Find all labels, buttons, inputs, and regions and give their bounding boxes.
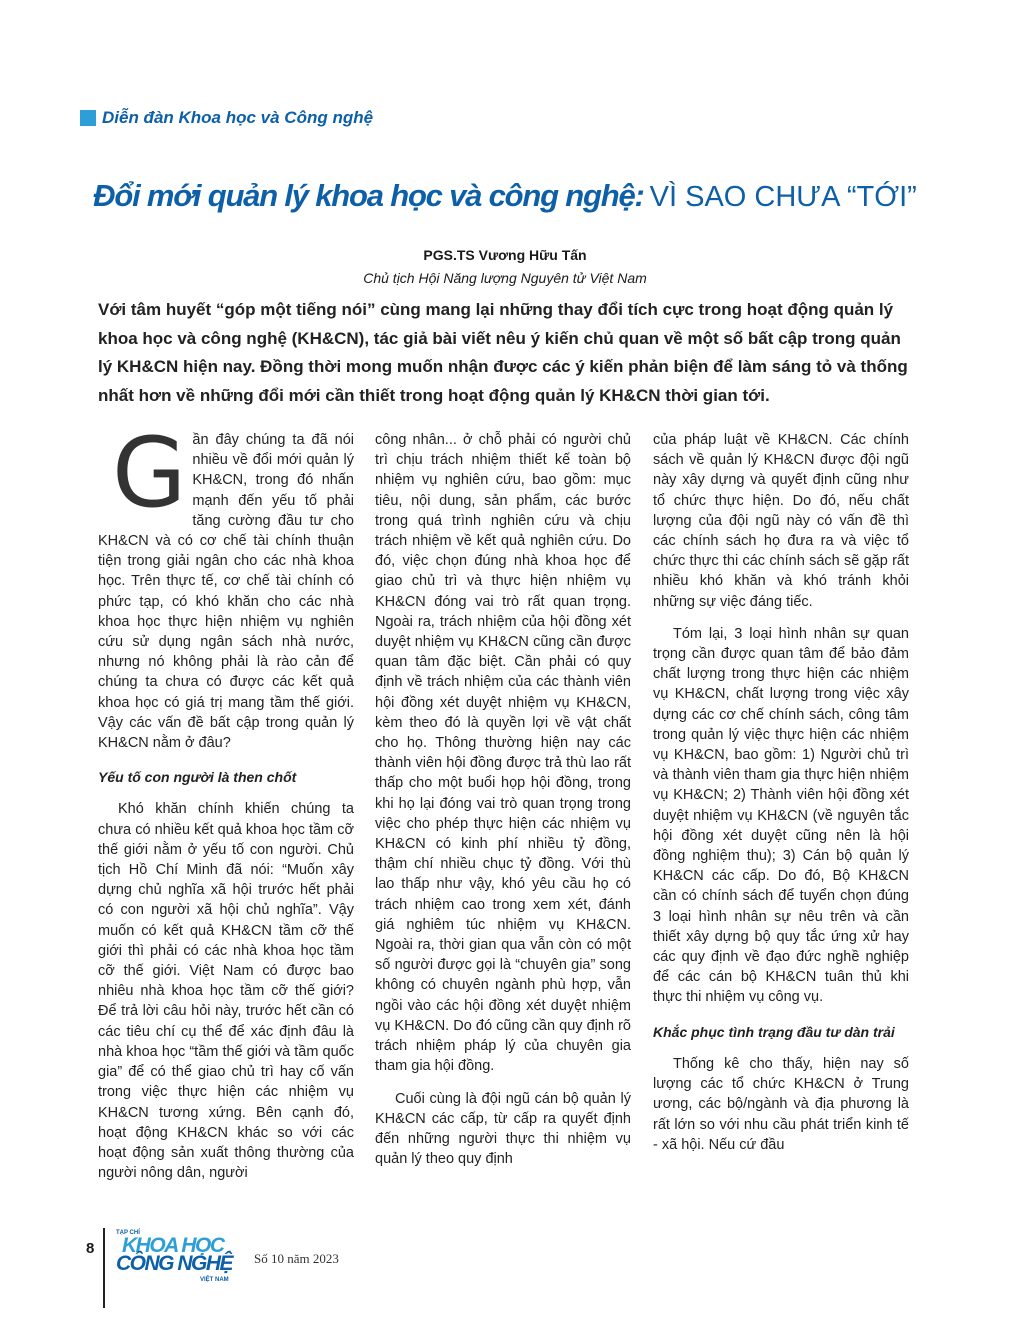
- article-title-main: Đổi mới quản lý khoa học và công nghệ:: [93, 178, 644, 213]
- issue-label: Số 10 năm 2023: [254, 1251, 339, 1266]
- column1-paragraph-1-text: ần đây chúng ta đã nói nhiều về đổi mới quản lý KH&CN, trong đó nhấn mạnh đến yếu tố phải tăng cường đầu tư cho KH&CN và có cơ chế tài chính thuận tiện trong giải ngân cho các nhà khoa học. Trên thực tế, cơ chế tài chính có phức tạp, có khó khăn cho các nhà khoa học thực hiện nhiệm vụ nghiên cứu sử dụng ngân sách nhà nước, nhưng nó không phải là rào cản để chúng ta chưa có được các kết quả khoa học có giá trị mang tầm thế giới. Vậy các vấn đề bất cập trong quản lý KH&CN nằm ở đâu?: [98, 432, 354, 752]
- article-lead: Với tâm huyết “góp một tiếng nói” cùng mang lại những thay đổi tích cực trong hoạt động quản lý khoa học và công nghệ (KH&CN), tác giả bài viết nêu ý kiến chủ quan về một số bất cập trong quản lý KH&CN hiện nay. Đồng thời mong muốn nhận được các ý kiến phản biện để làm sáng tỏ và thống nhất hơn về những đổi mới cần thiết trong hoạt động quản lý KH&CN thời gian tới.: [98, 300, 908, 405]
- section-label: Diễn đàn Khoa học và Công nghệ: [102, 108, 374, 127]
- column2-paragraph-1: công nhân... ở chỗ phải có người chủ trì chịu trách nhiệm thiết kế toàn bộ nhiệm vụ nghiên cứu, bao gồm: mục tiêu, nội dung, sản phẩm, các bước trong quá trình nghiên cứu và chịu trách nhiệm về kết quả nghiên cứu. Do đó, việc chọn đúng nhà khoa học để giao chủ trì và thực hiện nhiệm vụ KH&CN đóng vai trò rất quan trọng. Ngoài ra, trách nhiệm của hội đồng xét duyệt nhiệm vụ KH&CN cũng cần được quan tâm đặc biệt. Cần phải có quy định về trách nhiệm của các thành viên hội đồng xét duyệt nhiệm vụ KH&CN, kèm theo đó là quyền lợi về vật chất cho họ. Thông thường hiện nay các thành viên hội đồng được trả thù lao rất thấp cho một buổi họp hội đồng, trong khi họ lại đóng vai trò quan trọng trong việc cho phép thực hiện các nhiệm vụ KH&CN có kinh phí nhiều tỷ đồng, thậm chí nhiều chục tỷ đồng. Với thù lao thấp như vậy, khó yêu cầu họ có trách nhiệm cao trong xem xét, đánh giá nghiêm túc nhiệm vụ KH&CN. Ngoài ra, thời gian qua vẫn còn có một số người được gọi là “chuyên gia” song không có chuyên ngành phù hợp, vẫn ngồi vào các hội đồng xét duyệt nhiệm vụ KH&CN. Do đó cũng cần quy định rõ trách nhiệm pháp lý của chuyên gia tham gia hội đồng.: [375, 432, 631, 1075]
- page-number: 8: [86, 1240, 95, 1257]
- logo-line-1: KHOA HỌC: [122, 1234, 224, 1257]
- text-column-3: [653, 430, 909, 1155]
- magazine-logo: [116, 1230, 246, 1290]
- column1-paragraph-2: Khó khăn chính khiến chúng ta chưa có nhiều kết quả khoa học tầm cỡ thế giới nằm ở yếu tố con người. Chủ tịch Hồ Chí Minh đã nói: “Muốn xây dựng chủ nghĩa xã hội trước hết phải có con người xã hội chủ nghĩa”. Vậy muốn có kết quả KH&CN tầm cỡ thế giới thì phải có các nhà khoa học tầm cỡ thế giới. Việt Nam có được bao nhiêu nhà khoa học tầm cỡ thế giới? Để trả lời câu hỏi này, trước hết cần có các tiêu chí cụ thể để xác định đâu là nhà khoa học “tầm thế giới và tầm quốc gia” để có thể giao chủ trì hay cố vấn trong việc thực hiện các nhiệm vụ KH&CN tương xứng. Bên cạnh đó, hoạt động KH&CN khác so với các hoạt động sản xuất thông thường của người nông dân, người: [98, 801, 354, 1182]
- text-column-2: [375, 430, 631, 1169]
- column3-paragraph-2: Tóm lại, 3 loại hình nhân sự quan trọng cần được quan tâm để bảo đảm chất lượng trong thực hiện các nhiệm vụ KH&CN, chất lượng trong việc xây dựng các cơ chế chính sách, công tâm trong quản lý việc thực hiện các nhiệm vụ KH&CN, bao gồm: 1) Người chủ trì và thành viên tham gia thực hiện nhiệm vụ KH&CN; 2) Thành viên hội đồng xét duyệt nhiệm vụ KH&CN (về nguyên tắc hội đồng xét duyệt cũng nên là hội đồng nghiệm thu); 3) Cán bộ quản lý KH&CN các cấp. Do đó, Bộ KH&CN cần có chính sách để tuyển chọn đúng 3 loại hình nhân sự nêu trên và cần thiết xây dựng bộ quy tắc ứng xử hay các quy định về đạo đức nghề nghiệp để các cán bộ KH&CN tuân thủ khi thực thi nhiệm vụ công vụ.: [653, 625, 909, 1006]
- subheading-investment: Khắc phục tình trạng đầu tư dàn trải: [653, 1023, 895, 1040]
- subheading-human-factor: Yếu tố con người là then chốt: [98, 769, 297, 786]
- article-author: PGS.TS Vương Hữu Tấn: [423, 247, 587, 263]
- section-header: [80, 108, 373, 128]
- footer-divider: [103, 1228, 105, 1308]
- article-author-role: Chủ tịch Hội Năng lượng Nguyên tử Việt Nam: [363, 270, 647, 286]
- column2-paragraph-2: Cuối cùng là đội ngũ cán bộ quản lý KH&CN các cấp, từ cấp ra quyết định đến những người thực thi nhiệm vụ quản lý theo quy định: [375, 1090, 631, 1168]
- article-title: [0, 178, 1010, 214]
- section-marker: [80, 110, 96, 126]
- logo-country: VIỆT NAM: [200, 1277, 229, 1283]
- logo-line-2: CÔNG NGHỆ: [116, 1252, 233, 1275]
- column3-paragraph-1: của pháp luật về KH&CN. Các chính sách về quản lý KH&CN được đội ngũ này xây dựng và quyết định cũng như tổ chức thực hiện. Do đó, nếu chất lượng của đội ngũ này có vấn đề thì các chính sách họ đưa ra và việc tổ chức thực thi các chính sách sẽ gặp rất nhiều khó khăn và khó tránh khỏi những sự việc đáng tiếc.: [653, 432, 909, 610]
- drop-cap: G: [112, 417, 187, 529]
- column1-paragraph-1: [98, 417, 354, 753]
- logo-top-text: TẠP CHÍ: [116, 1230, 140, 1236]
- text-column-1: [98, 417, 354, 1183]
- article-title-sub: VÌ SAO CHƯA “TỚI”: [649, 181, 917, 213]
- column3-paragraph-3: Thống kê cho thấy, hiện nay số lượng các tổ chức KH&CN ở Trung ương, các bộ/ngành và địa phương là rất lớn so với nhu cầu phát triển kinh tế - xã hội. Nếu cứ đầu: [653, 1055, 909, 1153]
